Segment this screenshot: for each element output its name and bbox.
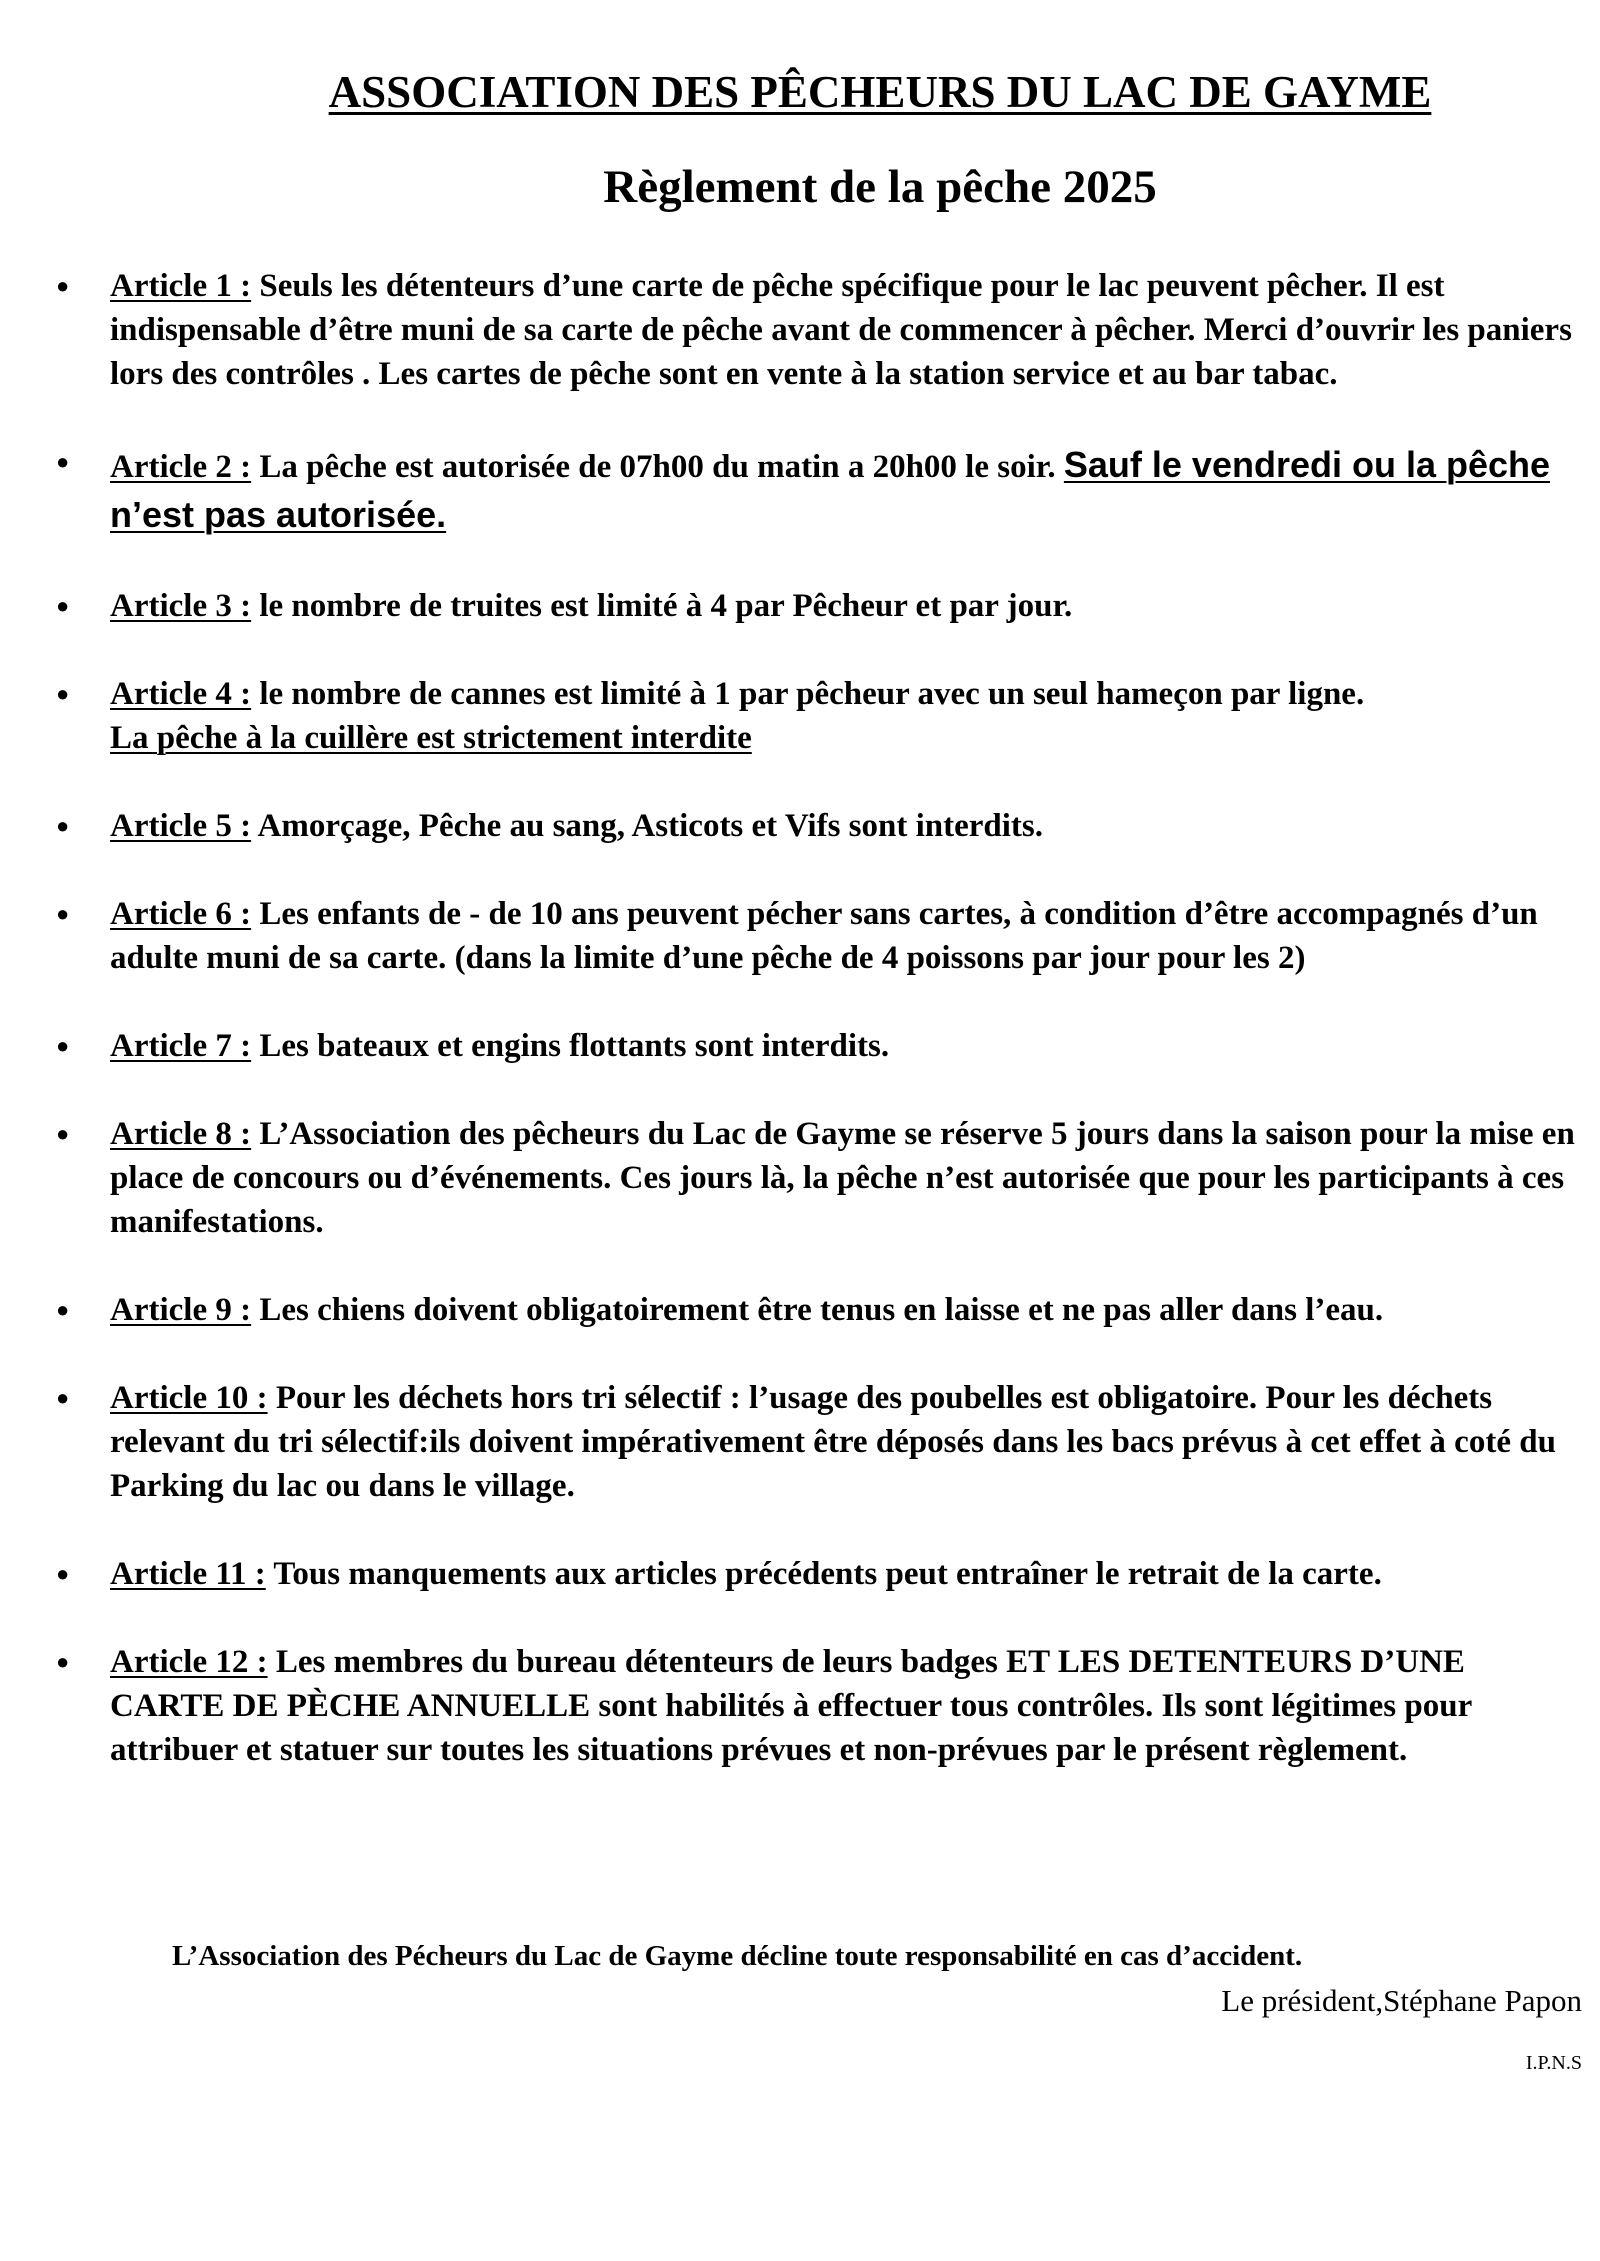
article-6 (0, 892, 1600, 980)
article-text: Les membres du bureau détenteurs de leurs badges ET LES DETENTEURS D’UNE CARTE DE PÈCHE ANNUELLE sont habilités à effectuer tous contrôles. Ils sont légitimes pour attribuer et statuer sur toutes les situations prévues et non-prévues par le présent règlement. (110, 1644, 1472, 1768)
president-signature: Le président,Stéphane Papon (1221, 1983, 1582, 2018)
article-text: Les bateaux et engins flottants sont interdits. (251, 1028, 890, 1064)
article-label: Article 9 : (110, 1292, 252, 1328)
bullet-icon: ● (56, 681, 70, 706)
article-2 (0, 440, 1600, 540)
article-text: Amorçage, Pêche au sang, Asticots et Vifs sont interdits. (251, 808, 1044, 844)
article-text: L’Association des pêcheurs du Lac de Gayme se réserve 5 jours dans la saison pour la mise en place de concours ou d’événements. Ces jours là, la pêche n’est autorisée que pour les participants à ces manifestations. (110, 1116, 1575, 1240)
ipns-mark: I.P.N.S (1525, 2052, 1582, 2074)
bullet-icon: ● (56, 813, 70, 838)
article-10 (0, 1376, 1600, 1508)
bullet-icon: ● (56, 273, 70, 298)
article-text: Seuls les détenteurs d’une carte de pêche spécifique pour le lac peuvent pêcher. Il est indispensable d’être muni de sa carte de pêche avant de commencer à pêcher. Merci d’ouvrir les paniers lors des contrôles . Les cartes de pêche sont en vente à la station service et au bar tabac. (110, 268, 1572, 392)
article-text: le nombre de cannes est limité à 1 par pêcheur avec un seul hameçon par ligne. (251, 676, 1365, 712)
liability-disclaimer: L’Association des Pécheurs du Lac de Gayme décline toute responsabilité en cas d’accident. (172, 1940, 1303, 1972)
bullet-icon: ● (56, 1385, 70, 1410)
article-11 (0, 1552, 1600, 1596)
article-8 (0, 1112, 1600, 1244)
article-text: Tous manquements aux articles précédents peut entraîner le retrait de la carte. (265, 1556, 1382, 1592)
article-label: Article 3 : (110, 588, 252, 624)
regulation-title: Règlement de la pêche 2025 (603, 161, 1157, 213)
article-emphasis: Sauf le vendredi ou la pêche n’est pas autorisée. (110, 444, 1551, 535)
article-9 (0, 1288, 1600, 1332)
article-label: Article 12 : (110, 1644, 268, 1680)
article-text: Les enfants de - de 10 ans peuvent pécher sans cartes, à condition d’être accompagnés d’un adulte muni de sa carte. (dans la limite d’une pêche de 4 poissons par jour pour les 2) (110, 896, 1538, 976)
article-4 (0, 672, 1600, 760)
article-label: Article 7 : (110, 1028, 252, 1064)
bullet-icon: ● (56, 1121, 70, 1146)
article-label: Article 8 : (110, 1116, 252, 1152)
article-7 (0, 1024, 1600, 1068)
article-label: Article 10 : (110, 1380, 268, 1416)
bullet-icon: ● (56, 1561, 70, 1586)
article-5 (0, 804, 1600, 848)
bullet-icon: ● (56, 901, 70, 926)
article-label: Article 4 : (110, 676, 252, 712)
article-text: le nombre de truites est limité à 4 par Pêcheur et par jour. (251, 588, 1073, 624)
article-text: Les chiens doivent obligatoirement être tenus en laisse et ne pas aller dans l’eau. (251, 1292, 1384, 1328)
bullet-icon: ● (56, 1297, 70, 1322)
article-text: La pêche est autorisée de 07h00 du matin a 20h00 le soir. (251, 449, 1064, 485)
article-label: Article 6 : (110, 896, 252, 932)
article-emphasis: La pêche à la cuillère est strictement interdite (110, 720, 752, 756)
bullet-icon: ● (56, 593, 70, 618)
article-1 (0, 264, 1600, 396)
bullet-icon: ● (56, 1033, 70, 1058)
articles-list (0, 264, 1600, 1816)
article-label: Article 5 : (110, 808, 252, 844)
article-12 (0, 1640, 1600, 1772)
association-title: ASSOCIATION DES PÊCHEURS DU LAC DE GAYME (328, 67, 1432, 117)
bullet-icon: ● (56, 1649, 70, 1674)
article-3 (0, 584, 1600, 628)
article-label: Article 1 : (110, 268, 252, 304)
bullet-icon: ● (56, 449, 70, 474)
article-text: Pour les déchets hors tri sélectif : l’usage des poubelles est obligatoire. Pour les déchets relevant du tri sélectif:ils doivent impérativement être déposés dans les bacs prévus à cet effet à coté du Parking du lac ou dans le village. (110, 1380, 1556, 1504)
article-label: Article 11 : (110, 1556, 266, 1592)
article-label: Article 2 : (110, 449, 252, 485)
